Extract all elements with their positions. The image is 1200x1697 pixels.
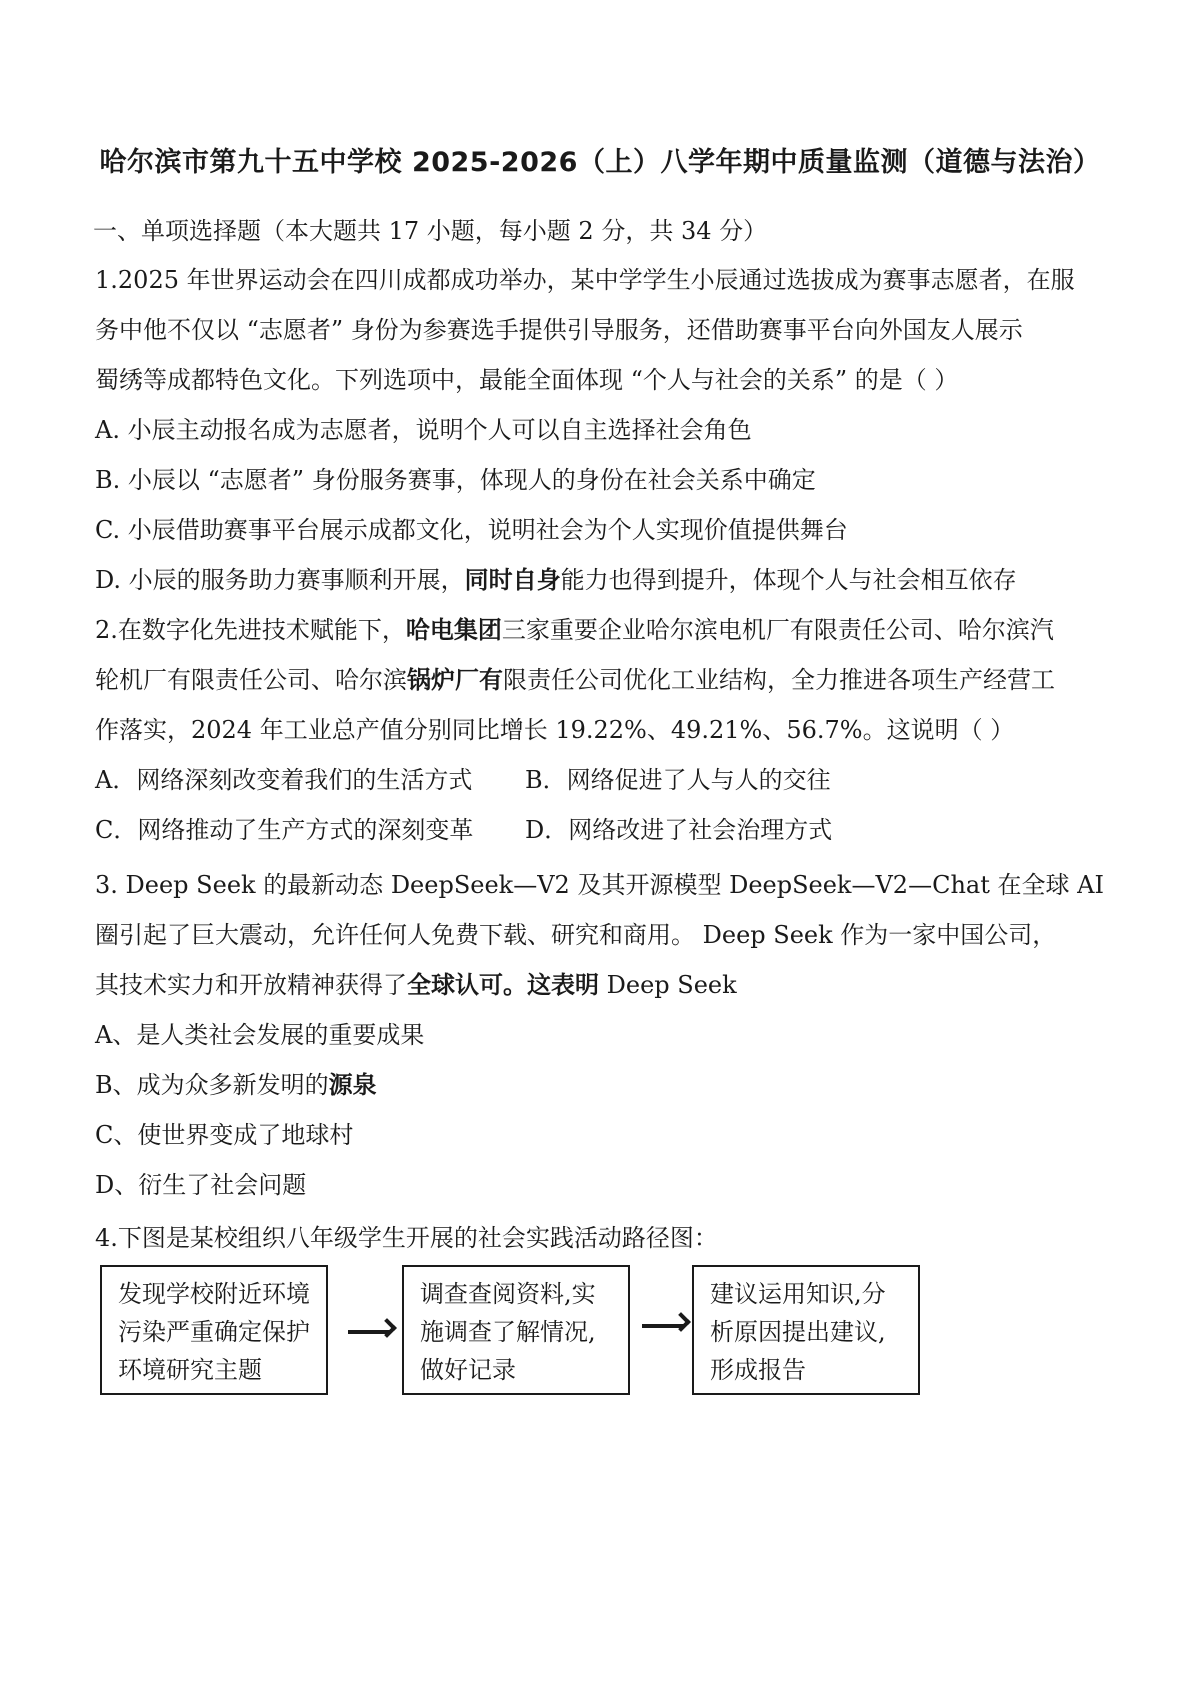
- q2-stem-line1-rest: 三家重要企业哈尔滨电机厂有限责任公司、哈尔滨汽: [501, 616, 1054, 644]
- q3-stem-line1: 3. Deep Seek 的最新动态 DeepSeek—V2 及其开源模型 DeepSeek—V2—Chat 在全球 AI: [95, 871, 1104, 899]
- q3-stem-line3-rest: Deep Seek: [599, 971, 737, 999]
- q3-option-b-bold: 源泉: [328, 1071, 377, 1099]
- flow-step-1-box: 发现学校附近环境污染严重确定保护环境研究主题: [100, 1265, 328, 1395]
- q1-stem-line3: 蜀绣等成都特色文化。下列选项中，最能全面体现 “个人与社会的关系” 的是（ ）: [95, 366, 959, 394]
- q3-stem-line3-bold: 全球认可。这表明: [407, 971, 599, 999]
- section-heading: 一、单项选择题（本大题共 17 小题，每小题 2 分，共 34 分）: [93, 217, 768, 245]
- q3-stem-line3: [95, 969, 737, 1001]
- q3-option-b-text: B、成为众多新发明的: [95, 1071, 329, 1099]
- page-title: 哈尔滨市第九十五中学校 2025-2026（上）八学年期中质量监测（道德与法治）: [99, 147, 1101, 178]
- flow-arrow-1-icon: [348, 1330, 390, 1334]
- q1-option-d-bold: 同时自身: [464, 566, 561, 594]
- q3-option-c: C、使世界变成了地球村: [95, 1121, 354, 1149]
- q3-option-a: A、是人类社会发展的重要成果: [95, 1021, 425, 1049]
- q4-stem: 4.下图是某校组织八年级学生开展的社会实践活动路径图：: [95, 1224, 718, 1252]
- q2-stem-line3: 作落实，2024 年工业总产值分别同比增长 19.22%、49.21%、56.7%。这说明（ ）: [95, 716, 1015, 744]
- flow-step-2-box: 调查查阅资料,实施调查了解情况,做好记录: [402, 1265, 630, 1395]
- q1-option-c: C. 小辰借助赛事平台展示成都文化，说明社会为个人实现价值提供舞台: [95, 516, 848, 544]
- q2-stem-line1-bold: 哈电集团: [405, 616, 502, 644]
- flow-step-3-box: 建议运用知识,分析原因提出建议,形成报告: [692, 1265, 920, 1395]
- q2-stem-line2-text: 轮机厂有限责任公司、哈尔滨: [95, 666, 407, 694]
- q1-option-d: [95, 564, 1017, 596]
- q2-option-c: C．网络推动了生产方式的深刻变革: [95, 816, 474, 844]
- q3-option-d: D、衍生了社会问题: [95, 1171, 307, 1199]
- q1-option-b: B. 小辰以 “志愿者” 身份服务赛事，体现人的身份在社会关系中确定: [95, 466, 816, 494]
- q2-stem-line2-bold: 锅炉厂有: [407, 666, 503, 694]
- q1-option-d-text: D. 小辰的服务助力赛事顺利开展，: [95, 566, 465, 594]
- q2-stem-line1-text: 2.在数字化先进技术赋能下，: [95, 616, 406, 644]
- q2-stem-line2-rest: 限责任公司优化工业结构，全力推进各项生产经营工: [503, 666, 1055, 694]
- q1-option-d-rest: 能力也得到提升，体现个人与社会相互依存: [560, 566, 1017, 594]
- q3-stem-line3-text: 其技术实力和开放精神获得了: [95, 971, 407, 999]
- q2-option-b: B．网络促进了人与人的交往: [525, 766, 831, 794]
- q2-option-a: A．网络深刻改变着我们的生活方式: [95, 766, 473, 794]
- q3-option-b: [95, 1069, 377, 1101]
- q2-option-d: D．网络改进了社会治理方式: [525, 816, 833, 844]
- q2-stem-line2: [95, 664, 1055, 696]
- q3-stem-line2: 圈引起了巨大震动，允许任何人免费下载、研究和商用。 Deep Seek 作为一家中国公司，: [95, 921, 1057, 949]
- q1-stem-line1: 1.2025 年世界运动会在四川成都成功举办，某中学学生小辰通过选拔成为赛事志愿者，在服: [95, 266, 1075, 294]
- q1-stem-line2: 务中他不仅以 “志愿者” 身份为参赛选手提供引导服务，还借助赛事平台向外国友人展示: [95, 316, 1023, 344]
- flow-arrow-2-icon: [642, 1324, 684, 1328]
- q2-stem-line1: [95, 614, 1054, 646]
- q1-option-a: A. 小辰主动报名成为志愿者，说明个人可以自主选择社会角色: [95, 416, 752, 444]
